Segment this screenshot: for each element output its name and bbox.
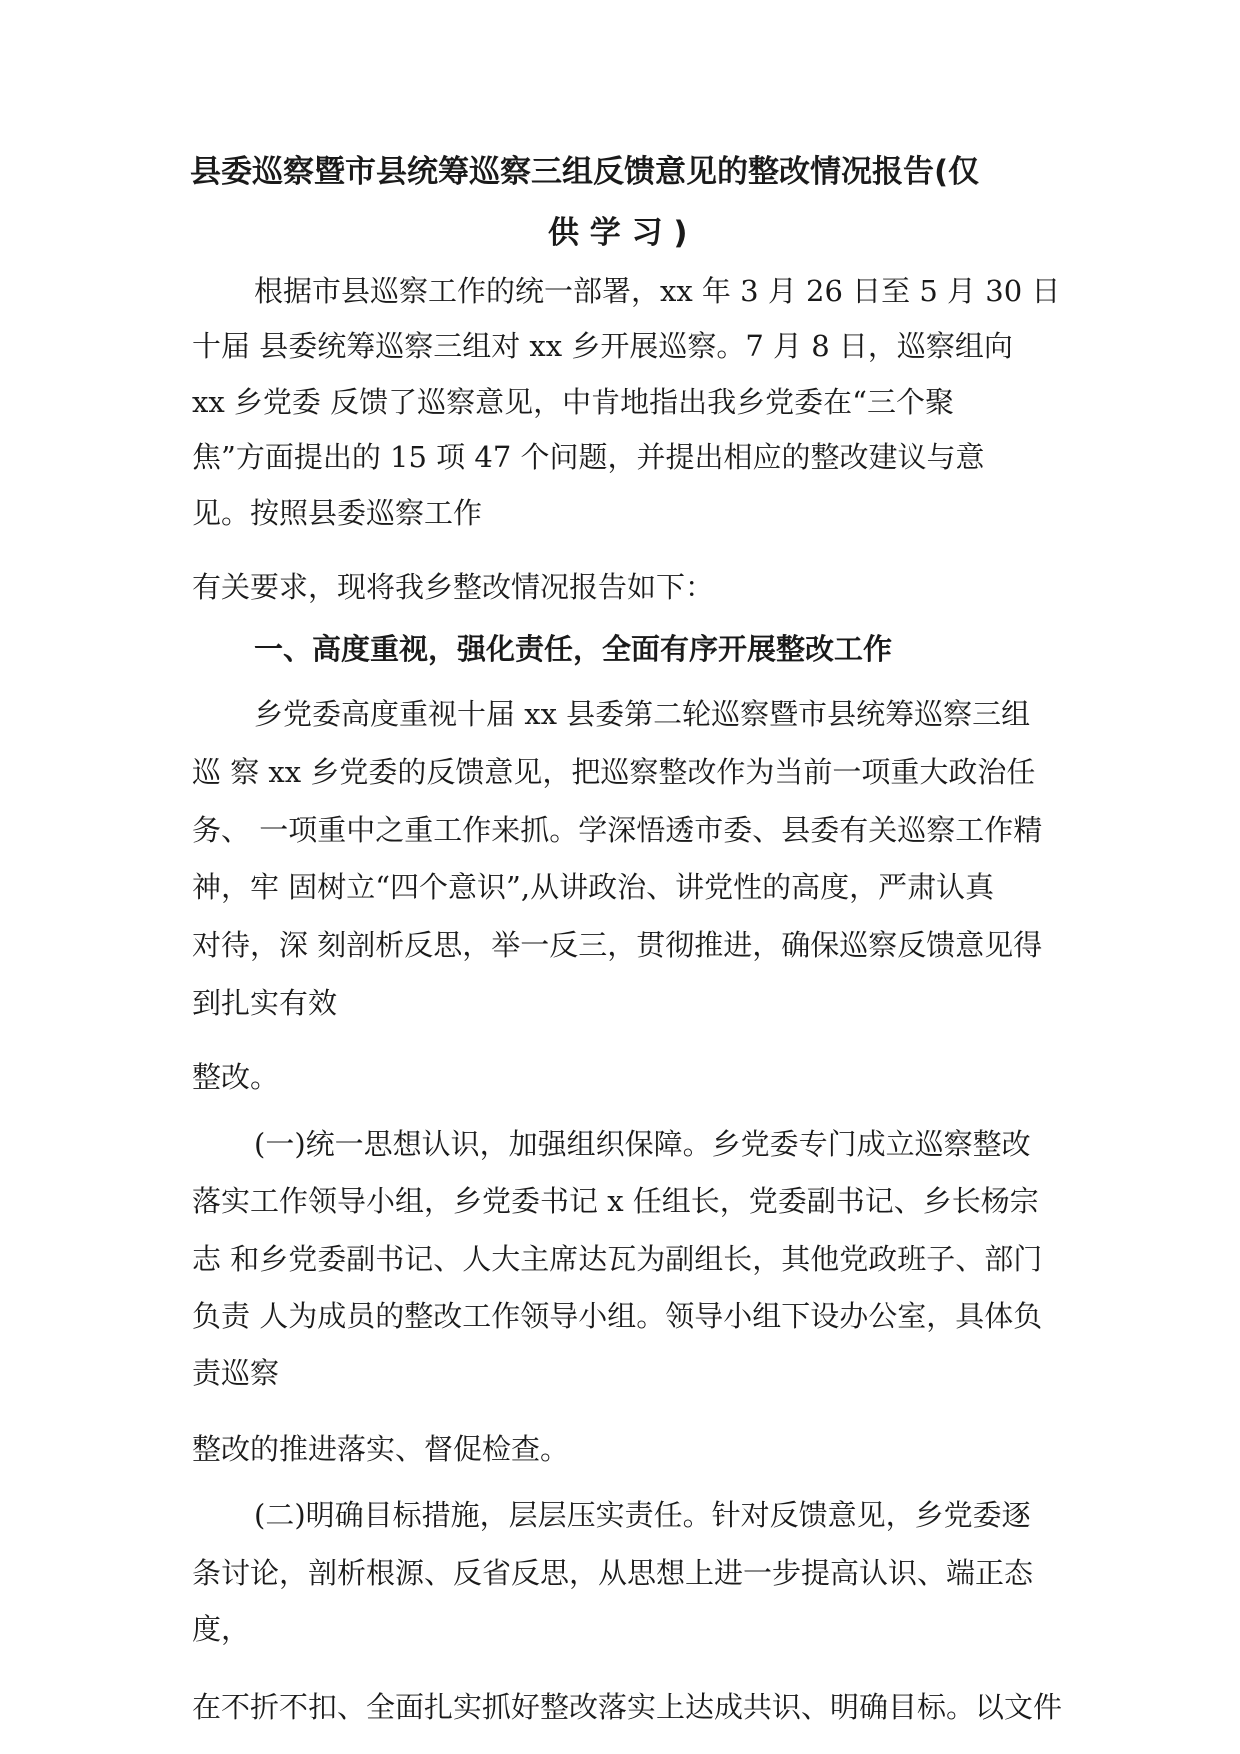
- subsection2-line-2: 条讨论，剖析根源、反省反思，从思想上进一步提高认识、端正态: [192, 1556, 1034, 1590]
- document-title-line-2: 供 学 习 ): [548, 215, 688, 251]
- subsection1-continuation: 整改的推进落实、督促检查。: [192, 1432, 570, 1466]
- section1-line-1: 乡党委高度重视十届 xx 县委第二轮巡察暨市县统筹巡察三组: [254, 697, 1031, 731]
- section1-heading: 一、高度重视，强化责任，全面有序开展整改工作: [254, 632, 893, 666]
- paragraph1-line-3: xx 乡党委 反馈了巡察意见，中肯地指出我乡党委在“三个聚: [192, 385, 954, 419]
- subsection1-line-1: (一)统一思想认识，加强组织保障。乡党委专门成立巡察整改: [254, 1127, 1031, 1161]
- section1-line-4: 神，牢 固树立“四个意识”,从讲政治、讲党性的高度，严肃认真: [192, 870, 995, 904]
- paragraph1-line-1: 根据市县巡察工作的统一部署，xx 年 3 月 26 日至 5 月 30 日: [254, 274, 1061, 308]
- section1-line-6: 到扎实有效: [192, 986, 338, 1020]
- paragraph1-line-2: 十届 县委统筹巡察三组对 xx 乡开展巡察。7 月 8 日，巡察组向: [192, 329, 1013, 363]
- subsection2-line-3: 度，: [192, 1612, 251, 1646]
- section1-continuation: 整改。: [192, 1060, 280, 1094]
- paragraph1-continuation: 有关要求，现将我乡整改情况报告如下：: [192, 570, 715, 604]
- subsection1-line-4: 负责 人为成员的整改工作领导小组。领导小组下设办公室，具体负: [192, 1299, 1043, 1333]
- subsection2-continuation: 在不折不扣、全面扎实抓好整改落实上达成共识、明确目标。以文件: [192, 1690, 1063, 1724]
- subsection1-line-5: 责巡察: [192, 1356, 280, 1390]
- paragraph1-line-4: 焦”方面提出的 15 项 47 个问题，并提出相应的整改建议与意: [192, 440, 985, 474]
- document-title-line-1: 县委巡察暨市县统筹巡察三组反馈意见的整改情况报告(仅: [190, 154, 980, 190]
- section1-line-5: 对待，深 刻剖析反思，举一反三，贯彻推进，确保巡察反馈意见得: [192, 928, 1043, 962]
- subsection1-line-3: 志 和乡党委副书记、人大主席达瓦为副组长，其他党政班子、部门: [192, 1242, 1043, 1276]
- subsection1-line-2: 落实工作领导小组，乡党委书记 x 任组长，党委副书记、乡长杨宗: [192, 1184, 1039, 1218]
- section1-line-3: 务、 一项重中之重工作来抓。学深悟透市委、县委有关巡察工作精: [192, 813, 1043, 847]
- subsection2-line-1: (二)明确目标措施，层层压实责任。针对反馈意见，乡党委逐: [254, 1498, 1031, 1532]
- paragraph1-line-5: 见。按照县委巡察工作: [192, 496, 483, 530]
- section1-line-2: 巡 察 xx 乡党委的反馈意见，把巡察整改作为当前一项重大政治任: [192, 755, 1036, 789]
